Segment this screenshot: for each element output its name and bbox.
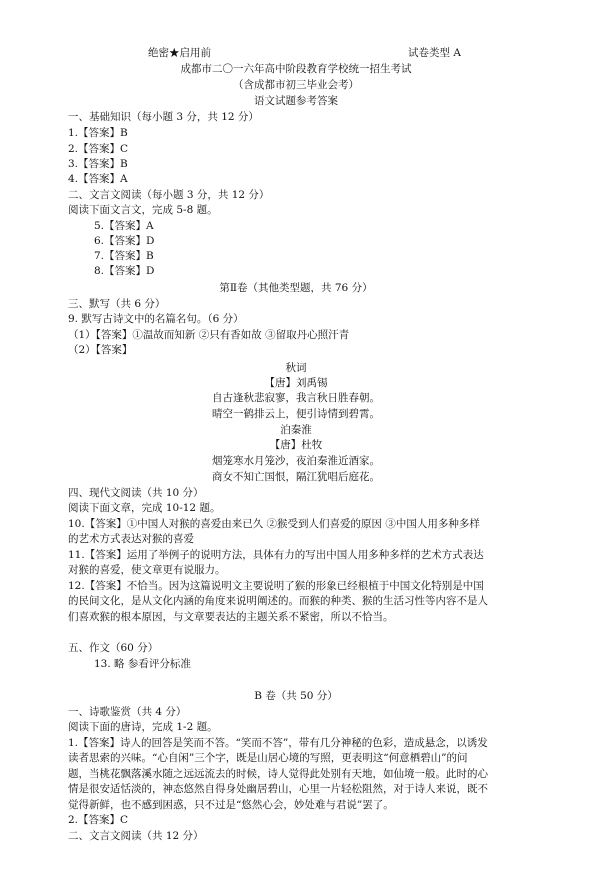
answer-line: 的艺术方式表达对猴的喜爱 [68,533,194,545]
poem-line: 晴空一鹤排云上，便引诗情到碧霄。 [212,408,380,420]
answer-line: 情是很安适恬淡的，神态悠然自得身处幽居碧山，心里一片轻松阻然，对于诗人来说，既不 [68,783,488,795]
poem-title: 秋词 [285,362,307,374]
answer-line: 4.【答案】A [68,173,128,185]
answer-line: 1.【答案】B [68,127,128,139]
answer-line: 12.【答案】不恰当。因为这篇说明文主要说明了猴的形象已经根植于中国文化特别是中国 [68,580,484,592]
section-instruction: 阅读下面的唐诗，完成 1-2 题。 [68,721,218,733]
poem-author: 【唐】刘禹锡 [264,377,328,389]
answer-line: 觉得新鲜，也不感到困惑，只不过是“悠然心会，妙处难与君说”罢了。 [68,799,394,811]
answer-line: 7.【答案】B [94,250,154,262]
section-heading: 一、基础知识（每小题 3 分，共 12 分） [68,111,259,123]
question-line: 9. 默写古诗文中的名篇名句。（6 分） [68,313,244,325]
answer-line: 的民间文化，是从文化内涵的角度来说明阐述的。而猴的种类、猴的生活习性等内容不是人 [68,595,488,607]
poem-line: 自古逢秋悲寂寥，我言秋日胜春朝。 [212,392,380,404]
part-title: 第Ⅱ卷（其他类型题，共 76 分） [219,282,373,294]
section-instruction: 阅读下面文言文，完成 5-8 题。 [68,204,218,216]
exam-subtitle: （含成都市初三毕业会考） [233,79,359,91]
document-title: 语文试题参考答案 [254,95,338,107]
section-heading: 四、现代文阅读（共 10 分） [68,487,204,499]
answer-line: 8.【答案】D [94,265,155,277]
poem-title: 泊秦淮 [280,424,312,436]
answer-line: 2.【答案】C [68,143,129,155]
answer-line: （2）【答案】 [68,344,133,356]
answer-line: 1.【答案】诗人的回答是笑而不答。“笑而不答”，带有几分神秘的色彩，造成悬念，以诱发 [68,737,488,749]
section-heading: 五、作文（60 分） [68,642,159,654]
poem-author: 【唐】杜牧 [269,439,323,451]
section-heading: 二、文言文阅读（每小题 3 分，共 12 分） [68,189,270,201]
part-title: B 卷（共 50 分） [254,690,338,702]
answer-line: 读者思索的兴味。“心自闲”三个字，既是山居心境的写照，更表明这“何意栖碧山”的问 [68,752,468,764]
answer-line: （1）【答案】①温故而知新 ②只有香如故 ③留取丹心照汗青 [68,329,350,341]
answer-line: 2.【答案】C [68,814,129,826]
answer-line: 对猴的喜爱，使文章更有说服力。 [68,564,226,576]
section-heading: 三、默写（共 6 分） [68,298,166,310]
poem-line: 烟笼寒水月笼沙，夜泊秦淮近酒家。 [212,455,380,467]
paper-type-label: 试卷类型 A [408,47,461,59]
poem-line: 商女不知亡国恨，隔江犹唱后庭花。 [212,471,380,483]
answer-line: 13. 略 参看评分标准 [94,658,191,670]
answer-line: 11.【答案】运用了举例子的说明方法，具体有力的写出中国人用多种多样的艺术方式表达 [68,549,484,561]
exam-title: 成都市二〇一六年高中阶段教育学校统一招生考试 [180,63,412,75]
answer-line: 10.【答案】①中国人对猴的喜爱由来已久 ②猴受到人们喜爱的原因 ③中国人用多种多样 [68,518,480,530]
answer-line: 6.【答案】D [94,235,155,247]
answer-line: 3.【答案】B [68,158,128,170]
answer-line: 题，当桃花飘落溪水随之远远流去的时候，诗人觉得此处别有天地，如仙境一般。此时的心 [68,768,488,780]
answer-line: 5.【答案】A [94,220,154,232]
confidential-label: 绝密★启用前 [148,47,211,59]
section-heading: 二、文言文阅读（共 12 分） [68,830,204,842]
section-heading: 一、诗歌鉴赏（共 4 分） [68,706,187,718]
answer-line: 们喜欢猴的根本原因，与文章要表达的主题关系不紧密，所以不恰当。 [68,611,394,623]
section-instruction: 阅读下面文章，完成 10-12 题。 [68,502,221,514]
